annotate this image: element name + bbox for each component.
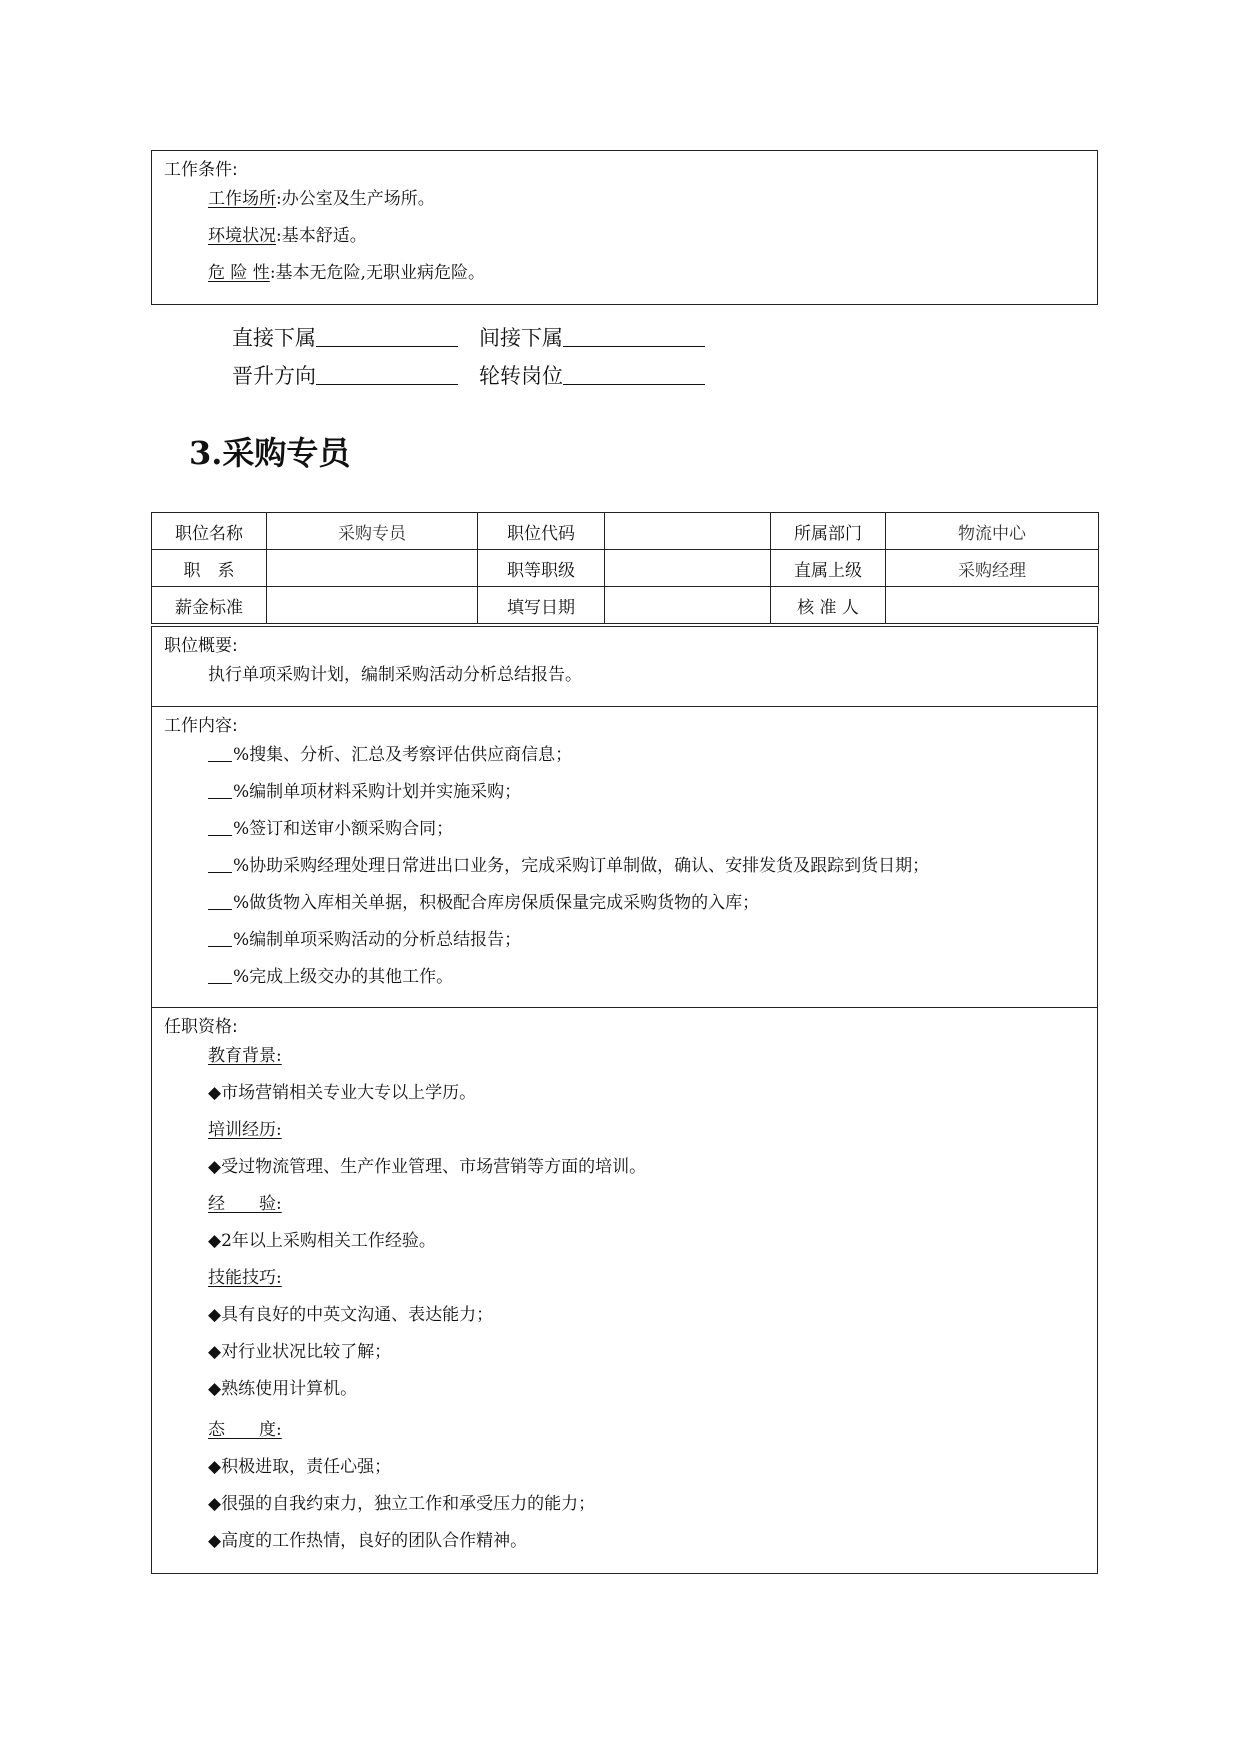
- duties-title: 工作内容:: [164, 716, 238, 736]
- list-item: [152, 959, 1097, 996]
- salary-value: [267, 587, 478, 624]
- position-info-table: [151, 512, 1099, 624]
- skills-heading: [152, 1260, 1097, 1297]
- direct-subordinate-blank: [316, 326, 458, 347]
- list-item: [152, 885, 1097, 922]
- job-family-label: 职 系: [152, 550, 267, 587]
- list-item: [152, 774, 1097, 811]
- list-item: ◆高度的工作热情，良好的团队合作精神。: [208, 1531, 528, 1551]
- indirect-subordinate-label: 间接下属: [479, 326, 563, 350]
- list-item: ◆积极进取，责任心强；: [208, 1457, 392, 1477]
- duty-text: %签订和送审小额采购合同；: [233, 819, 454, 839]
- percent-blank: [208, 967, 232, 984]
- promotion-label: 晋升方向: [232, 364, 316, 388]
- qualifications-box: [151, 1007, 1098, 1574]
- summary-title: 职位概要:: [164, 636, 238, 656]
- duty-text: %协助采购经理处理日常进出口业务，完成采购订单制做，确认、安排发货及跟踪到货日期；: [233, 856, 930, 876]
- experience-heading: [152, 1186, 1097, 1223]
- supervisor-label: 直属上级: [771, 550, 886, 587]
- education-label: 教育背景:: [208, 1046, 282, 1066]
- list-item: ◆2年以上采购相关工作经验。: [208, 1231, 436, 1251]
- list-item: [152, 737, 1097, 774]
- approver-value: [886, 587, 1099, 624]
- condition-text: :基本无危险,无职业病危险。: [269, 263, 485, 283]
- list-item: ◆对行业状况比较了解；: [208, 1342, 392, 1362]
- position-name-value: 采购专员: [267, 513, 478, 550]
- percent-blank: [208, 745, 232, 762]
- grade-label: 职等职级: [478, 550, 605, 587]
- duty-text: %搜集、分析、汇总及考察评估供应商信息；: [233, 745, 573, 765]
- list-item: [152, 922, 1097, 959]
- table-row: [152, 587, 1099, 624]
- table-row: [152, 513, 1099, 550]
- grade-value: [605, 550, 771, 587]
- job-family-value: [267, 550, 478, 587]
- qualifications-title: 任职资格:: [164, 1017, 238, 1037]
- list-item: ◆很强的自我约束力，独立工作和承受压力的能力；: [208, 1494, 596, 1514]
- section-heading: 3.采购专员: [189, 434, 351, 472]
- direct-subordinate-field: [232, 322, 458, 352]
- condition-text: :办公室及生产场所。: [276, 189, 435, 209]
- condition-label: 工作场所: [208, 189, 276, 209]
- duty-text: %编制单项材料采购计划并实施采购；: [233, 782, 522, 802]
- promotion-field: [232, 360, 458, 390]
- list-item: [152, 848, 1097, 885]
- training-heading: [152, 1112, 1097, 1149]
- list-item: [152, 811, 1097, 848]
- position-name-label: 职位名称: [152, 513, 267, 550]
- work-conditions-box: [151, 150, 1098, 305]
- attitude-heading: [152, 1408, 1097, 1449]
- department-value: 物流中心: [886, 513, 1099, 550]
- summary-box: [151, 626, 1098, 707]
- condition-row: [152, 255, 1097, 292]
- direct-subordinate-label: 直接下属: [232, 326, 316, 350]
- list-item: ◆具有良好的中英文沟通、表达能力；: [208, 1305, 494, 1325]
- duty-text: %编制单项采购活动的分析总结报告；: [233, 930, 522, 950]
- position-code-value: [605, 513, 771, 550]
- education-heading: [152, 1038, 1097, 1075]
- duty-text: %完成上级交办的其他工作。: [233, 967, 454, 987]
- condition-label: 危 险 性: [208, 263, 270, 283]
- duties-box: [151, 706, 1098, 1008]
- percent-blank: [208, 893, 232, 910]
- duty-text: %做货物入库相关单据，积极配合库房保质保量完成采购货物的入库；: [233, 893, 760, 913]
- list-item: ◆熟练使用计算机。: [208, 1379, 358, 1399]
- table-row: [152, 550, 1099, 587]
- indirect-subordinate-field: [479, 322, 705, 352]
- fill-date-label: 填写日期: [478, 587, 605, 624]
- skills-label: 技能技巧:: [208, 1268, 282, 1288]
- approver-label: 核 准 人: [771, 587, 886, 624]
- rotation-label: 轮转岗位: [479, 364, 563, 388]
- list-item: ◆市场营销相关专业大专以上学历。: [208, 1083, 477, 1103]
- attitude-label: 态 度:: [208, 1420, 282, 1440]
- percent-blank: [208, 782, 232, 799]
- promotion-blank: [316, 364, 458, 385]
- supervisor-value: 采购经理: [886, 550, 1099, 587]
- fill-date-value: [605, 587, 771, 624]
- position-code-label: 职位代码: [478, 513, 605, 550]
- percent-blank: [208, 856, 232, 873]
- rotation-field: [479, 360, 705, 390]
- condition-row: [152, 181, 1097, 218]
- condition-text: :基本舒适。: [276, 226, 367, 246]
- department-label: 所属部门: [771, 513, 886, 550]
- work-conditions-title: 工作条件:: [164, 160, 238, 180]
- percent-blank: [208, 930, 232, 947]
- condition-label: 环境状况: [208, 226, 276, 246]
- indirect-subordinate-blank: [563, 326, 705, 347]
- salary-label: 薪金标准: [152, 587, 267, 624]
- list-item: ◆受过物流管理、生产作业管理、市场营销等方面的培训。: [208, 1157, 647, 1177]
- training-label: 培训经历:: [208, 1120, 282, 1140]
- summary-text: 执行单项采购计划，编制采购活动分析总结报告。: [208, 665, 582, 685]
- rotation-blank: [563, 364, 705, 385]
- condition-row: [152, 218, 1097, 255]
- experience-label: 经 验:: [208, 1194, 282, 1214]
- percent-blank: [208, 819, 232, 836]
